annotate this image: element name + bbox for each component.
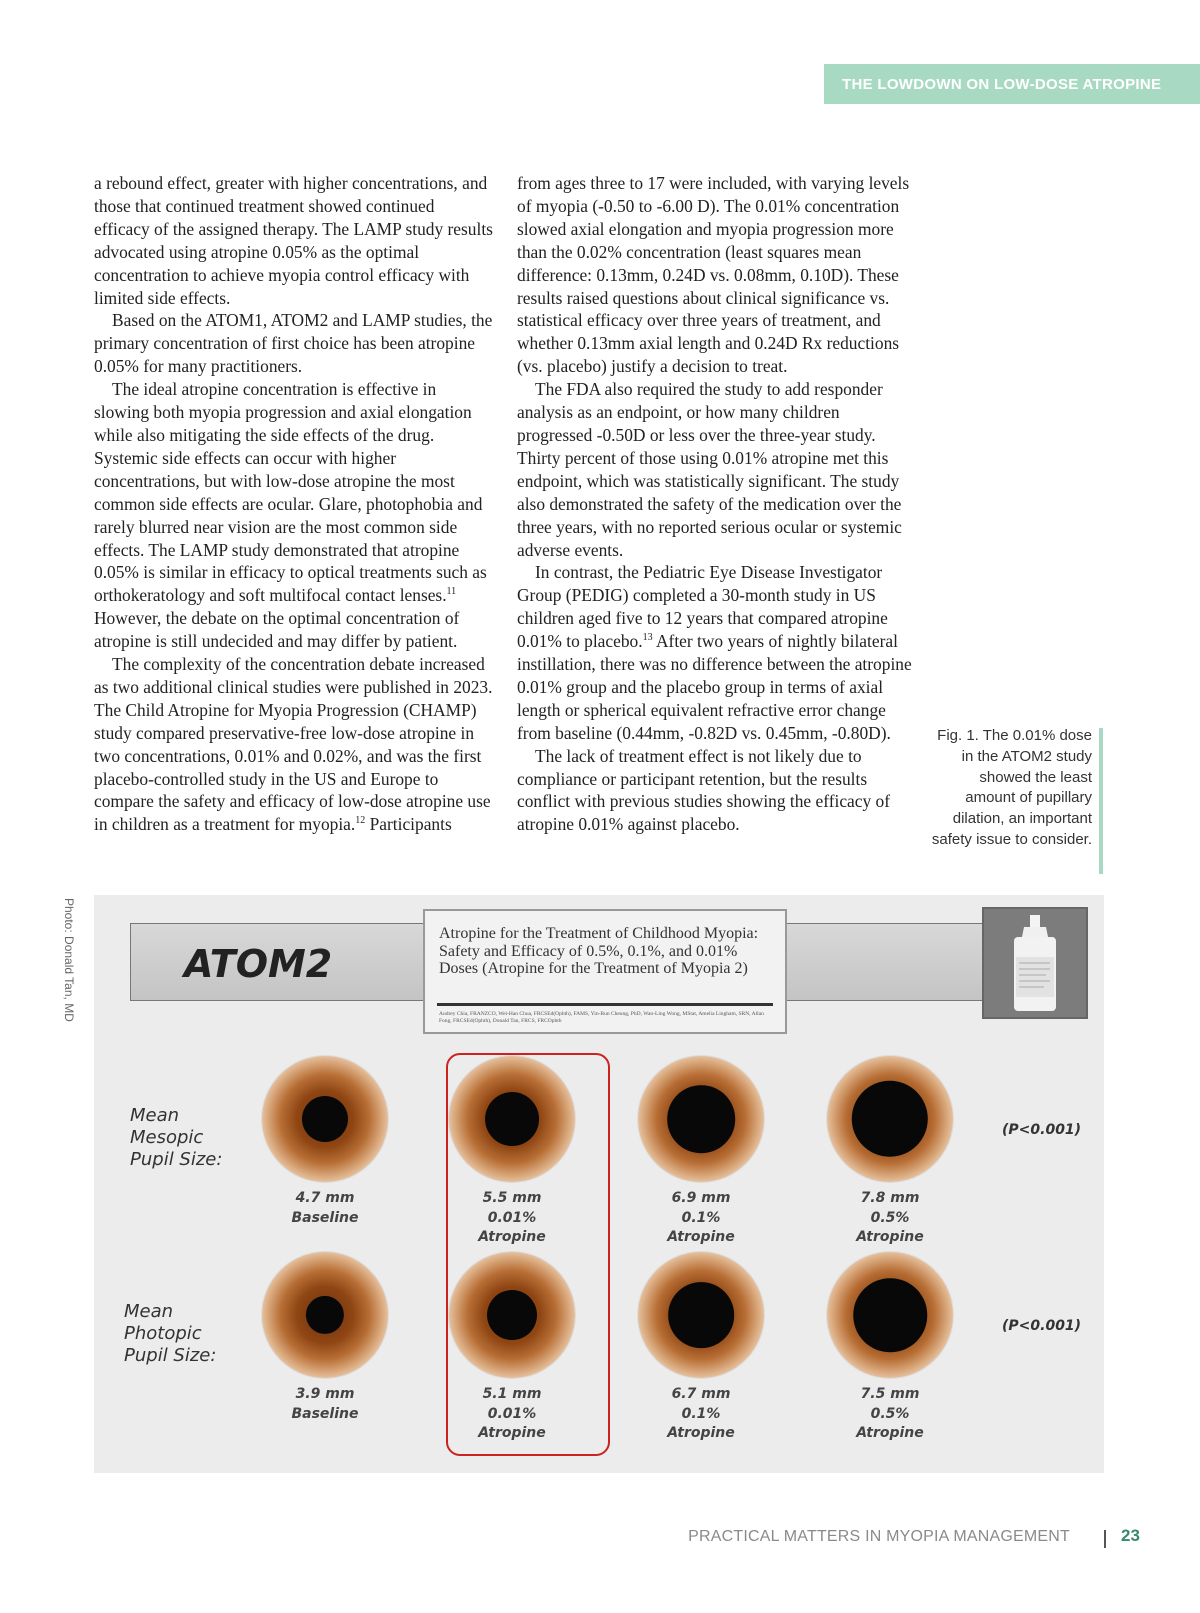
- pupil-label: [265, 1189, 385, 1228]
- reference-marker: 11: [446, 586, 457, 598]
- pupil-label-line: 6.7 mm: [671, 1386, 731, 1402]
- pupil-label: [830, 1385, 950, 1444]
- eye-drop-bottle-icon: [984, 909, 1086, 1017]
- pupil-diagram: [449, 1056, 575, 1182]
- paragraph: In contrast, the Pediatric Eye Disease Investigator Group (PEDIG) completed a 30-month study in US children aged five to 12 years that compared atropine 0.01% to placebo.$^{13}$ After two years of nightly bilateral instillation, there was no difference between the atropine 0.01% group and the placebo group in terms of axial length or spherical equivalent refractive error change from baseline (0.44mm, -0.82D vs. 0.45mm, -0.80D).: [517, 562, 912, 743]
- article-column-1: [94, 172, 494, 836]
- paragraph: The ideal atropine concentration is effective in slowing both myopia progression and axial elongation while also mitigating the side effects of the drug. Systemic side effects can occur with higher concentrations, but with low-dose atropine the most common side effects are ocular. Glare, photophobia and rarely blurred near vision are the most common side effects. The LAMP study demonstrated that atropine 0.05% is similar in efficacy to optical treatments such as orthokeratology and soft multifocal contact lenses.$^{11}$ However, the debate on the optimal concentration of atropine is still undecided and may differ by patient.: [94, 379, 487, 652]
- article-column-2: [517, 172, 917, 836]
- paragraph: The complexity of the concentration debate increased as two additional clinical studies were published in 2023. The Child Atropine for Myopia Progression (CHAMP) study compared preservative-free low-dose atropine in two concentrations, 0.01% and 0.02%, and was the first placebo-controlled study in the US and Europe to compare the safety and efficacy of low-dose atropine use in children as a treatment for myopia.$^{12}$ Participants: [94, 654, 493, 835]
- study-name: ATOM2: [184, 942, 333, 986]
- page-number: 23: [1121, 1526, 1140, 1545]
- p-value-mesopic: (P<0.001): [1002, 1122, 1082, 1138]
- pupil-label-line: 3.9 mm: [295, 1386, 355, 1402]
- pupil-diagram: [449, 1252, 575, 1378]
- pupil-label-line: 6.9 mm: [671, 1190, 731, 1206]
- footer-divider: [1104, 1530, 1106, 1548]
- pupil-label-line: 0.1%: [681, 1209, 721, 1226]
- pupil-label-line: Atropine: [856, 1229, 924, 1245]
- pupil-label-line: Atropine: [478, 1229, 546, 1245]
- row-label-photopic: Mean Photopic Pupil Size:: [124, 1301, 217, 1366]
- pupil-core: [302, 1096, 348, 1142]
- pupil-label: [452, 1385, 572, 1444]
- pupil-label-line: Baseline: [291, 1405, 359, 1422]
- pupil-label-line: 0.01%: [487, 1405, 537, 1422]
- eye-drop-bottle-photo: [982, 907, 1088, 1019]
- paragraph: The lack of treatment effect is not likely due to compliance or participant retention, but the results conflict with previous studies showing the efficacy of atropine 0.01% against placebo.: [517, 745, 891, 835]
- section-header-title: THE LOWDOWN ON LOW-DOSE ATROPINE: [842, 75, 1162, 93]
- study-authors: Audrey Chia, FRANZCO, Wei-Han Chua, FRCSEd(Ophth), FAMS, Yin-Bun Cheung, PhD, Wan-Ling Wong, MStat, Amelia Lingham, SRN, Allan Fong, FRCSEd(Ophth), Donald Tan, FRCS, FRCOphth: [439, 1011, 764, 1024]
- pupil-label-line: 4.7 mm: [295, 1190, 355, 1206]
- pupil-core: [668, 1282, 734, 1348]
- pupil-label: [641, 1385, 761, 1444]
- pupil-diagram: [827, 1252, 953, 1378]
- pupil-label-line: 5.1 mm: [482, 1386, 542, 1402]
- pupil-diagram: [262, 1252, 388, 1378]
- study-title-box: [423, 909, 787, 1034]
- caption-accent-bar: [1099, 728, 1103, 874]
- pupil-label: [830, 1189, 950, 1248]
- pupil-label: [452, 1189, 572, 1248]
- pupil-diagram: [262, 1056, 388, 1182]
- pupil-label-line: 7.8 mm: [860, 1190, 920, 1206]
- pupil-label-line: 7.5 mm: [860, 1386, 920, 1402]
- paragraph: a rebound effect, greater with higher concentrations, and those that continued treatment showed continued efficacy of the assigned therapy. The LAMP study results advocated using atropine 0.05% as the optimal concentration to achieve myopia control efficacy with limited side effects.: [94, 173, 493, 308]
- pupil-label-line: Atropine: [667, 1425, 735, 1441]
- pupil-label-line: 0.5%: [870, 1405, 910, 1422]
- pupil-core: [853, 1278, 927, 1352]
- pupil-core: [487, 1290, 537, 1340]
- reference-marker: 12: [355, 815, 366, 827]
- pupil-label-line: 5.5 mm: [482, 1190, 542, 1206]
- pupil-label-line: Atropine: [667, 1229, 735, 1245]
- section-header: [824, 64, 1200, 104]
- pupil-label: [641, 1189, 761, 1248]
- row-label-mesopic: Mean Mesopic Pupil Size:: [130, 1105, 223, 1170]
- pupil-core: [852, 1081, 928, 1157]
- pupil-label: [265, 1385, 385, 1424]
- pupil-core: [667, 1085, 735, 1153]
- footer-publication: PRACTICAL MATTERS IN MYOPIA MANAGEMENT: [688, 1528, 1070, 1545]
- pupil-label-line: Atropine: [478, 1425, 546, 1441]
- p-value-photopic: (P<0.001): [1002, 1318, 1082, 1334]
- pupil-diagram: [638, 1056, 764, 1182]
- pupil-label-line: Baseline: [291, 1209, 359, 1226]
- paragraph: The FDA also required the study to add responder analysis as an endpoint, or how many children progressed -0.50D or less over the three-year study. Thirty percent of those using 0.01% atropine met this endpoint, which was statistically significant. The study also demonstrated the safety of the medication over the three years, with no reported serious ocular or systemic adverse events.: [517, 379, 902, 560]
- figure-atom2-pupil-sizes: [94, 895, 1104, 1473]
- title-rule: [437, 1003, 773, 1006]
- pupil-core: [306, 1296, 344, 1334]
- pupil-label-line: 0.5%: [870, 1209, 910, 1226]
- figure-caption: Fig. 1. The 0.01% dose in the ATOM2 study showed the least amount of pupillary dilation, an important safety issue to consider.: [931, 727, 1092, 848]
- pupil-label-line: 0.1%: [681, 1405, 721, 1422]
- pupil-diagram: [827, 1056, 953, 1182]
- photo-credit: Photo: Donald Tan, MD: [62, 898, 76, 1022]
- paragraph: from ages three to 17 were included, with varying levels of myopia (-0.50 to -6.00 D). The 0.01% concentration slowed axial elongation and myopia progression more than the 0.02% concentration (least squares mean difference: 0.13mm, 0.24D vs. 0.08mm, 0.10D). These results raised questions about clinical significance vs. statistical efficacy over three years of treatment, and whether 0.13mm axial length and 0.24D Rx reductions (vs. placebo) justify a decision to treat.: [517, 173, 910, 377]
- paragraph: Based on the ATOM1, ATOM2 and LAMP studies, the primary concentration of first choice has been atropine 0.05% for many practitioners.: [94, 310, 493, 377]
- pupil-diagram: [638, 1252, 764, 1378]
- pupil-label-line: 0.01%: [487, 1209, 537, 1226]
- pupil-core: [485, 1092, 539, 1146]
- study-title: Atropine for the Treatment of Childhood Myopia: Safety and Efficacy of 0.5%, 0.1%, and 0.01% Doses (Atropine for the Treatment of Myopia 2): [439, 925, 759, 977]
- pupil-label-line: Atropine: [856, 1425, 924, 1441]
- reference-marker: 13: [642, 632, 653, 644]
